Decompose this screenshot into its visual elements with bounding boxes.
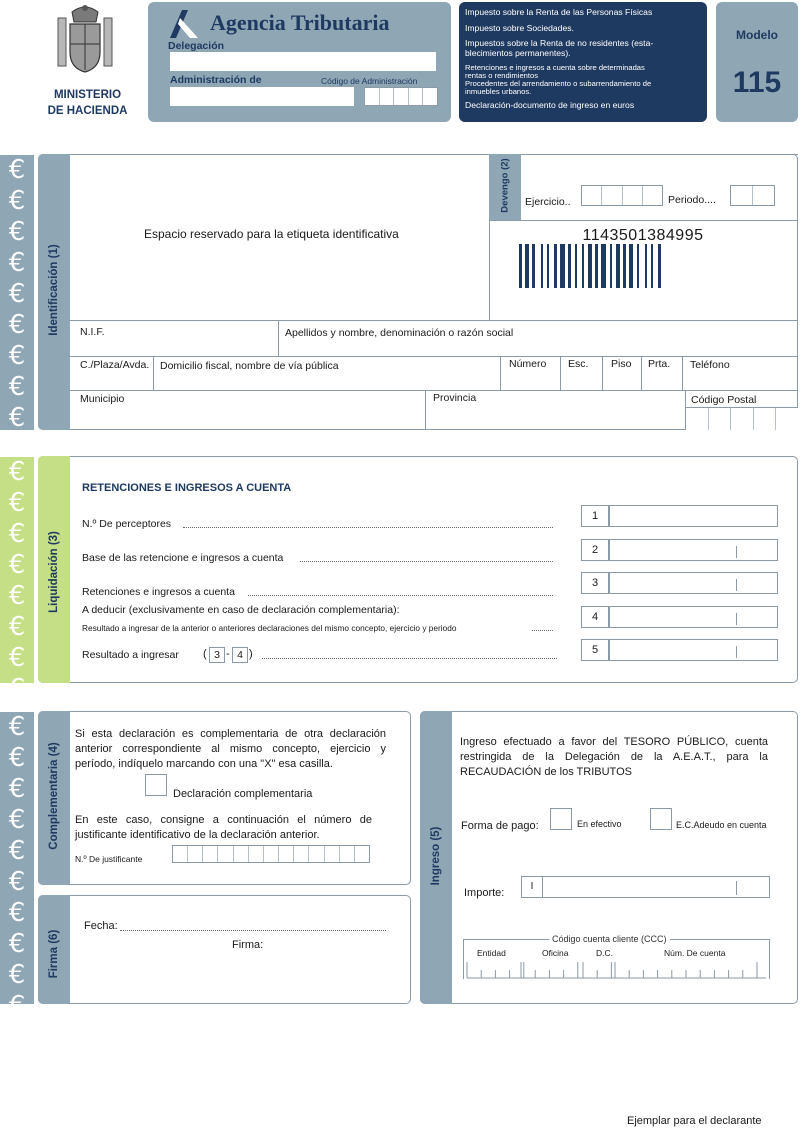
codigo-admin-label: Código de Administración (321, 76, 418, 86)
identificacion-label: Identificación (1) (48, 244, 60, 336)
box-3: 3 (581, 572, 609, 594)
euro-icon: € (8, 836, 26, 866)
complementaria-checkbox-label: Declaración complementaria (173, 788, 313, 800)
info-line-9: Declaración-documento de ingreso en euros (465, 100, 635, 111)
delegacion-field[interactable] (170, 52, 436, 71)
euro-icon: € (8, 248, 26, 278)
resultado-label: Resultado a ingresar (82, 649, 179, 661)
box-5: 5 (581, 639, 609, 661)
cp-label: Código Postal (691, 394, 757, 406)
formula-close: ) (249, 648, 253, 660)
ingreso-text: Ingreso efectuado a favor del TESORO PÚBLICO, cuenta restringida de la Delegación de la A.E.A.T., para la RECAUDACIÓN de los TRIBUTOS (460, 736, 768, 778)
cp-field[interactable] (685, 407, 798, 430)
perceptores-dots (183, 527, 553, 528)
info-line-2: Impuesto sobre Sociedades. (465, 22, 574, 33)
firma-label: Firma (6) (48, 929, 60, 979)
barcode-bar (582, 244, 584, 288)
euro-icon: € (8, 488, 26, 518)
complementaria-text2: En este caso, consigne a continuación el número de justificante identificativo de la declaración anterior. (75, 814, 372, 841)
barcode-bar (547, 244, 549, 288)
deducir-input[interactable] (609, 606, 778, 628)
justificante-label: N.º De justificante (75, 854, 143, 864)
agency-logo-icon (166, 8, 202, 40)
euro-icon: € (8, 372, 26, 402)
euro-icon: € (8, 310, 26, 340)
adeudo-label: E.C.Adeudo en cuenta (676, 820, 767, 830)
complementaria-text1: Si esta declaración es complementaria de otra declaración anterior correspondiente al mismo concepto, ejercicio y período, indíquelo marcando con una "X" esa casilla. (75, 728, 386, 770)
firma-field-label: Firma: (232, 939, 264, 951)
liquidacion-label: Liquidación (3) (48, 531, 60, 613)
perceptores-input[interactable] (609, 505, 778, 527)
barcode-bar (575, 244, 577, 288)
fecha-label: Fecha: (84, 920, 118, 932)
provincia-divider (425, 390, 426, 430)
euro-icon: € (8, 898, 26, 928)
retenciones-dots (248, 595, 553, 596)
ingreso-label: Ingreso (5) (430, 826, 442, 886)
box-1: 1 (581, 505, 609, 527)
fecha-dots (120, 930, 386, 931)
euro-icon: € (8, 643, 26, 673)
euro-icon: € (8, 217, 26, 247)
euro-strip-lower (0, 712, 34, 1021)
agency-panel (148, 2, 451, 122)
barcode-bar (651, 244, 653, 288)
row-divider-2 (70, 356, 798, 357)
barcode-number: 1143501384995 (582, 227, 704, 244)
ccc-entidad: Entidad (477, 948, 506, 958)
deducir-dots (532, 630, 553, 631)
barcode-bar (629, 244, 633, 288)
agency-name: Agencia Tributaria (210, 10, 390, 35)
justificante-field[interactable] (172, 845, 370, 863)
ministry-line1: MINISTERIO (53, 89, 122, 101)
periodo-label: Periodo.... (668, 194, 716, 206)
administracion-field[interactable] (170, 87, 354, 106)
via-divider (153, 356, 154, 390)
resultado-input[interactable] (609, 639, 778, 661)
perceptores-label: N.º De perceptores (82, 518, 172, 530)
barcode-bar (541, 244, 543, 288)
ministry-block (30, 4, 140, 122)
delegacion-label: Delegación (168, 40, 225, 52)
formula-box-b: 4 (232, 647, 248, 663)
euro-icon: € (8, 581, 26, 611)
modelo-label: Modelo (736, 28, 778, 42)
info-line-3: Impuestos sobre la Renta de no residentes (esta- (465, 38, 654, 49)
euro-icon: € (8, 805, 26, 835)
barcode-bar (519, 244, 522, 288)
barcode-bar (588, 244, 592, 288)
numero-divider (500, 356, 501, 390)
barcode-bar (616, 244, 620, 288)
deducir-label: A deducir (exclusivamente en caso de declaración complementaria): (82, 604, 400, 616)
prta-label: Prta. (648, 358, 671, 370)
euro-icon: € (8, 186, 26, 216)
ccc-dc: D.C. (596, 948, 613, 958)
piso-divider (602, 356, 603, 390)
info-line-5: Retenciones e ingresos a cuenta sobre determinadas (465, 63, 645, 73)
formula-open: ( (203, 648, 207, 660)
piso-label: Piso (611, 358, 632, 370)
numero-label: Número (509, 358, 547, 370)
base-dots (300, 561, 553, 562)
prta-divider (641, 356, 642, 390)
barcode-bar (554, 244, 557, 288)
euro-icon: € (8, 674, 26, 704)
euro-icon: € (8, 991, 26, 1021)
row-divider-3 (70, 390, 798, 391)
firma-section (38, 895, 411, 1004)
telefono-label: Teléfono (690, 359, 730, 371)
complementaria-label: Complementaria (4) (48, 742, 60, 850)
base-label: Base de las retencione e ingresos a cuenta (82, 552, 284, 564)
importe-prefix: I (522, 877, 543, 897)
adeudo-checkbox[interactable] (650, 808, 672, 830)
domicilio-label: Domicilio fiscal, nombre de vía pública (160, 360, 339, 372)
barcode-bar (532, 244, 535, 288)
provincia-label: Provincia (433, 392, 477, 404)
retenciones-label: Retenciones e ingresos a cuenta (82, 586, 235, 598)
euro-icon: € (8, 929, 26, 959)
ejemplar-label: Ejemplar para el declarante (627, 1115, 762, 1127)
devengo-divider (489, 220, 798, 221)
euro-icon: € (8, 155, 26, 185)
barcode-icon (519, 244, 757, 288)
formula-sep: - (226, 648, 230, 660)
euro-icon: € (8, 403, 26, 433)
modelo-number: 115 (732, 66, 782, 99)
euro-icon: € (8, 519, 26, 549)
euro-icon: € (8, 457, 26, 487)
modelo-panel (716, 2, 798, 122)
importe-label: Importe: (464, 887, 505, 899)
barcode-bar (595, 244, 598, 288)
deducir-sublabel: Resultado a ingresar de la anterior o anteriores declaraciones del mismo concepto, ejercicio y periodo (82, 623, 457, 633)
importe-input[interactable] (521, 876, 770, 898)
euro-icon: € (8, 612, 26, 642)
esc-label: Esc. (568, 358, 589, 370)
codigo-admin-field[interactable] (364, 87, 438, 106)
tax-info-panel (459, 2, 707, 122)
barcode-bar (623, 244, 626, 288)
via-label: C./Plaza/Avda. (80, 359, 150, 371)
euro-icon: € (8, 960, 26, 990)
base-input[interactable] (609, 539, 778, 561)
apellidos-label: Apellidos y nombre, denominación o razón social (285, 327, 514, 339)
barcode-bar (610, 244, 612, 288)
euro-icon: € (8, 712, 26, 742)
coat-of-arms-icon (52, 4, 118, 78)
municipio-label: Municipio (80, 393, 125, 405)
euro-icon: € (8, 341, 26, 371)
retenciones-input[interactable] (609, 572, 778, 594)
ccc-title: Código cuenta cliente (CCC) (549, 934, 670, 944)
euro-icon: € (8, 743, 26, 773)
barcode-bar (560, 244, 565, 288)
info-line-8: inmuebles urbanos. (465, 87, 532, 97)
info-line-6: rentas o rendimientos (465, 71, 539, 81)
euro-strip-identificacion (0, 155, 34, 433)
row-divider-1 (70, 320, 798, 321)
info-line-1: Impuesto sobre la Renta de las Personas Físicas (465, 7, 653, 17)
nif-divider (278, 320, 279, 356)
ejercicio-field[interactable] (581, 185, 663, 206)
etiqueta-text: Espacio reservado para la etiqueta identificativa (144, 227, 399, 241)
resultado-dots (262, 658, 557, 659)
euro-icon: € (8, 774, 26, 804)
complementaria-checkbox[interactable] (145, 774, 167, 796)
forma-pago-label: Forma de pago: (461, 820, 539, 832)
euro-icon: € (8, 279, 26, 309)
ejercicio-label: Ejercicio.. (525, 196, 571, 208)
ccc-oficina: Oficina (542, 948, 569, 958)
barcode-bar (525, 244, 529, 288)
efectivo-checkbox[interactable] (550, 808, 572, 830)
esc-divider (560, 356, 561, 390)
info-line-4: blecimientos permanentes). (465, 47, 571, 58)
euro-strip-liquidacion (0, 457, 34, 704)
euro-icon: € (8, 867, 26, 897)
administracion-label: Administración de (170, 74, 262, 86)
euro-icon: € (8, 550, 26, 580)
barcode-bar (568, 244, 571, 288)
barcode-bar (645, 244, 647, 288)
barcode-bar (658, 244, 661, 288)
periodo-field[interactable] (730, 185, 775, 206)
devengo-label: Devengo (2) (499, 158, 511, 213)
barcode-bar (637, 244, 639, 288)
box-2: 2 (581, 539, 609, 561)
info-line-7: Procedentes del arrendamiento o subarrendamiento de (465, 79, 652, 89)
efectivo-label: En efectivo (577, 819, 622, 829)
formula-box-a: 3 (209, 647, 225, 663)
ccc-cells[interactable] (463, 960, 770, 980)
box-4: 4 (581, 606, 609, 628)
nif-label: N.I.F. (80, 326, 105, 338)
liquidacion-title: RETENCIONES E INGRESOS A CUENTA (82, 482, 292, 494)
telefono-divider (682, 356, 683, 390)
ministry-line2: DE HACIENDA (47, 105, 128, 117)
ccc-cuenta: Núm. De cuenta (664, 948, 726, 958)
barcode-bar (601, 244, 606, 288)
